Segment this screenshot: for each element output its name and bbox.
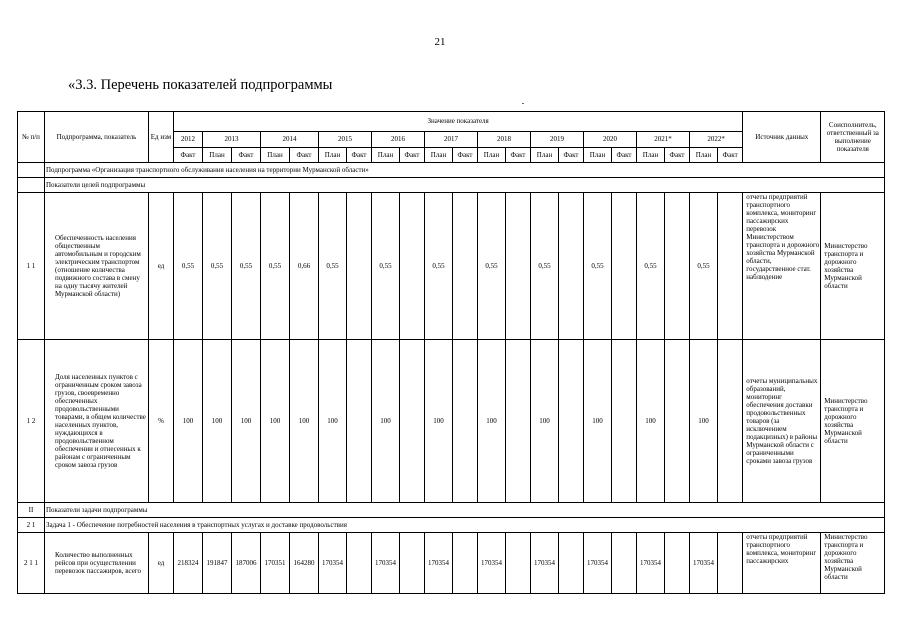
year-2018: 2018 bbox=[478, 132, 531, 148]
year-2013: 2013 bbox=[203, 132, 261, 148]
header-name: Подпрограмма, показатель bbox=[45, 112, 149, 163]
value-cell bbox=[347, 340, 372, 503]
fact-header: Факт bbox=[174, 148, 203, 163]
year-2019: 2019 bbox=[531, 132, 584, 148]
header-source: Источник данных bbox=[743, 112, 821, 163]
value-cell: 0,55 bbox=[203, 193, 232, 340]
header-value-group: Значение показателя bbox=[174, 112, 743, 132]
value-cell: 100 bbox=[261, 340, 290, 503]
indicator-name: Количество выполненных рейсов при осуществлении перевозок пассажиров, всего bbox=[45, 533, 149, 594]
value-cell: 191847 bbox=[203, 533, 232, 594]
table-row bbox=[18, 340, 885, 503]
row-num: 1 2 bbox=[18, 340, 45, 503]
value-cell: 0,55 bbox=[531, 193, 559, 340]
value-cell: 100 bbox=[478, 340, 506, 503]
header-unit: Ед изм bbox=[149, 112, 174, 163]
fact-header: Факт bbox=[453, 148, 478, 163]
value-cell: 100 bbox=[690, 340, 718, 503]
value-cell bbox=[718, 340, 743, 503]
value-cell: 170354 bbox=[584, 533, 612, 594]
fact-header: Факт bbox=[232, 148, 261, 163]
fact-header: Факт bbox=[347, 148, 372, 163]
value-cell: 100 bbox=[531, 340, 559, 503]
unit: ед bbox=[149, 193, 174, 340]
plan-header: План bbox=[690, 148, 718, 163]
value-cell bbox=[453, 193, 478, 340]
fact-header: Факт bbox=[506, 148, 531, 163]
year-2014: 2014 bbox=[261, 132, 319, 148]
indicators-table-container bbox=[17, 111, 878, 594]
value-cell: 0,55 bbox=[319, 193, 347, 340]
plan-header: План bbox=[584, 148, 612, 163]
co-executor: Министерство транспорта и дорожного хозяйства Мурманской области bbox=[821, 340, 885, 503]
data-source: отчеты муниципальных образований, мониторинг обеспечения доставки продовольственных товаров (за исключением подакцизных) в районы Мурманской области с ограниченными сроками завоза грузов bbox=[743, 340, 821, 503]
value-cell: 100 bbox=[372, 340, 400, 503]
value-cell: 170354 bbox=[372, 533, 400, 594]
data-source: отчеты предприятий транспортного комплекса, мониторинг пассажирских перевозок Министерством транспорта и дорожного хозяйства Мурманской области, государственное стат. наблюдение bbox=[743, 193, 821, 340]
value-cell: 100 bbox=[232, 340, 261, 503]
value-cell bbox=[453, 533, 478, 594]
task-title: Задача 1 - Обеспечение потребностей населения в транспортных услугах и доставке продовольствия bbox=[45, 518, 885, 533]
value-cell bbox=[612, 533, 637, 594]
value-cell: 170354 bbox=[531, 533, 559, 594]
value-cell bbox=[347, 193, 372, 340]
plan-header: План bbox=[261, 148, 290, 163]
empty-cell bbox=[18, 163, 45, 178]
scan-speck bbox=[522, 103, 524, 104]
unit: ед bbox=[149, 533, 174, 594]
value-cell: 164280 bbox=[290, 533, 319, 594]
value-cell: 170351 bbox=[261, 533, 290, 594]
task-indicators-row bbox=[18, 503, 885, 518]
value-cell bbox=[400, 193, 425, 340]
plan-header: План bbox=[372, 148, 400, 163]
value-cell: 170354 bbox=[690, 533, 718, 594]
value-cell bbox=[718, 193, 743, 340]
year-2021: 2021* bbox=[637, 132, 690, 148]
value-cell bbox=[665, 340, 690, 503]
value-cell bbox=[559, 533, 584, 594]
year-2016: 2016 bbox=[372, 132, 425, 148]
value-cell: 0,66 bbox=[290, 193, 319, 340]
indicator-name: Обеспеченность населения общественным автомобильным и городским электрическим транспортом (отношение количества подвижного состава в смену на одну тысячу жителей Мурманской области) bbox=[45, 193, 149, 340]
fact-header: Факт bbox=[612, 148, 637, 163]
goal-indicators-title: Показатели целей подпрограммы bbox=[45, 178, 885, 193]
subprogram-row bbox=[18, 163, 885, 178]
value-cell: 0,55 bbox=[425, 193, 453, 340]
value-cell bbox=[506, 340, 531, 503]
co-executor: Министерство транспорта и дорожного хозяйства Мурманской области bbox=[821, 193, 885, 340]
task-indicators-title: Показатели задачи подпрограммы bbox=[45, 503, 885, 518]
value-cell: 0,55 bbox=[261, 193, 290, 340]
plan-header: План bbox=[637, 148, 665, 163]
value-cell: 187006 bbox=[232, 533, 261, 594]
empty-cell bbox=[18, 178, 45, 193]
value-cell: 100 bbox=[637, 340, 665, 503]
fact-header: Факт bbox=[665, 148, 690, 163]
value-cell: 0,55 bbox=[584, 193, 612, 340]
data-source: отчеты предприятий транспортного комплекса, мониторинг пассажирских bbox=[743, 533, 821, 594]
plan-header: План bbox=[425, 148, 453, 163]
subprogram-title: Подпрограмма «Организация транспортного обслуживания населения на территории Мурманской области» bbox=[45, 163, 885, 178]
row-num: 2 1 1 bbox=[18, 533, 45, 594]
plan-header: План bbox=[319, 148, 347, 163]
row-num: 1 1 bbox=[18, 193, 45, 340]
value-cell bbox=[665, 193, 690, 340]
header-num: № п/п bbox=[18, 112, 45, 163]
year-2017: 2017 bbox=[425, 132, 478, 148]
plan-header: План bbox=[478, 148, 506, 163]
section-num: 2 1 bbox=[18, 518, 45, 533]
table-row bbox=[18, 193, 885, 340]
task-row bbox=[18, 518, 885, 533]
indicators-table bbox=[17, 111, 885, 594]
co-executor: Министерство транспорта и дорожного хозяйства Мурманской области bbox=[821, 533, 885, 594]
year-2020: 2020 bbox=[584, 132, 637, 148]
value-cell bbox=[559, 340, 584, 503]
fact-header: Факт bbox=[290, 148, 319, 163]
value-cell: 170354 bbox=[319, 533, 347, 594]
fact-header: Факт bbox=[559, 148, 584, 163]
value-cell: 218324 bbox=[174, 533, 203, 594]
value-cell: 0,55 bbox=[174, 193, 203, 340]
year-2022: 2022* bbox=[690, 132, 743, 148]
section-num: II bbox=[18, 503, 45, 518]
header-coexec: Соисполнитель, ответственный за выполнение показателя bbox=[821, 112, 885, 163]
value-cell: 100 bbox=[203, 340, 232, 503]
value-cell bbox=[612, 340, 637, 503]
unit: % bbox=[149, 340, 174, 503]
value-cell: 100 bbox=[425, 340, 453, 503]
indicator-name: Доля населенных пунктов с ограниченным сроком завоза грузов, своевременно обеспеченных продовольственными товарами, в общем количестве населенных пунктов, нуждающихся в продовольственном обеспечении и отнесенных к районам с ограниченным сроком завоза грузов bbox=[45, 340, 149, 503]
value-cell: 100 bbox=[319, 340, 347, 503]
value-cell: 0,55 bbox=[478, 193, 506, 340]
value-cell bbox=[400, 340, 425, 503]
value-cell bbox=[506, 193, 531, 340]
table-row bbox=[18, 533, 885, 594]
plan-header: План bbox=[203, 148, 232, 163]
value-cell bbox=[718, 533, 743, 594]
plan-header: План bbox=[531, 148, 559, 163]
value-cell: 170354 bbox=[478, 533, 506, 594]
year-2012: 2012 bbox=[174, 132, 203, 148]
page-number: 21 bbox=[434, 36, 446, 48]
value-cell bbox=[506, 533, 531, 594]
value-cell bbox=[665, 533, 690, 594]
year-2015: 2015 bbox=[319, 132, 372, 148]
value-cell: 0,55 bbox=[232, 193, 261, 340]
value-cell: 0,55 bbox=[637, 193, 665, 340]
fact-header: Факт bbox=[718, 148, 743, 163]
value-cell bbox=[400, 533, 425, 594]
document-title: «3.3. Перечень показателей подпрограммы bbox=[68, 77, 333, 93]
value-cell: 170354 bbox=[425, 533, 453, 594]
fact-header: Факт bbox=[400, 148, 425, 163]
value-cell: 100 bbox=[174, 340, 203, 503]
value-cell: 100 bbox=[584, 340, 612, 503]
value-cell: 0,55 bbox=[372, 193, 400, 340]
value-cell bbox=[612, 193, 637, 340]
value-cell: 100 bbox=[290, 340, 319, 503]
value-cell bbox=[453, 340, 478, 503]
value-cell bbox=[559, 193, 584, 340]
value-cell bbox=[347, 533, 372, 594]
value-cell: 0,55 bbox=[690, 193, 718, 340]
value-cell: 170354 bbox=[637, 533, 665, 594]
goal-indicators-row bbox=[18, 178, 885, 193]
